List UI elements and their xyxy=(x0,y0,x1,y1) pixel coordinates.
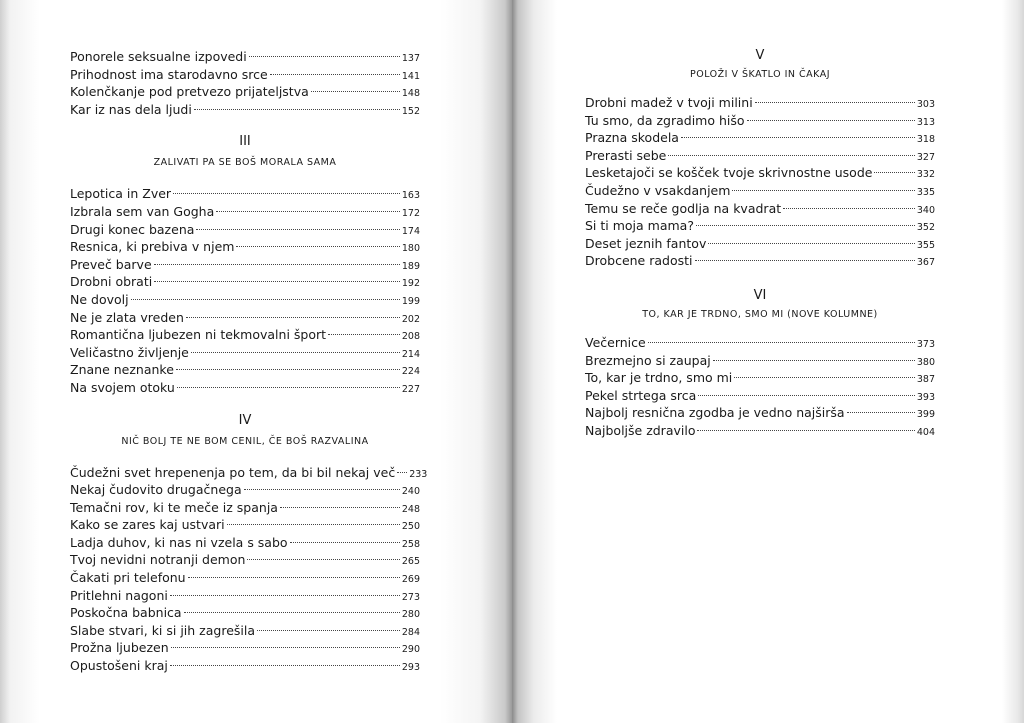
toc-entry: Tu smo, da zgradimo hišo 313 xyxy=(585,112,935,128)
toc-entry: Večernice 373 xyxy=(585,334,935,350)
toc-entry: Ne dovolj 199 xyxy=(70,291,420,307)
toc-entry: To, kar je trdno, smo mi 387 xyxy=(585,370,935,386)
intro-entries xyxy=(70,48,420,118)
toc-entry: Kolenčkanje pod pretvezo prijateljstva 148 xyxy=(70,84,420,100)
toc-entry: Nekaj čudovito drugačnega 240 xyxy=(70,482,420,498)
section-title: POLOŽI V ŠKATLO IN ČAKAJ xyxy=(689,69,831,80)
right-toc-column xyxy=(585,48,935,440)
section-entries xyxy=(585,94,935,270)
toc-entry: Izbrala sem van Gogha 172 xyxy=(70,203,420,219)
toc-entry: Drobni obrati 192 xyxy=(70,274,420,290)
section-entries xyxy=(585,334,935,440)
toc-entry: Čakati pri telefonu 269 xyxy=(70,570,420,586)
toc-entry: Prerasti sebe 327 xyxy=(585,147,935,163)
toc-entry: Drobni madež v tvoji milini 303 xyxy=(585,95,935,110)
toc-entry: Slabe stvari, ki si jih zagrešila 284 xyxy=(70,622,420,638)
toc-entry: Najbolj resnična zgodba je vedno najširša 399 xyxy=(585,405,935,421)
toc-entry: Pritlehni nagoni 273 xyxy=(70,587,420,603)
section-entries xyxy=(70,464,428,675)
toc-entry: Poskočna babnica 280 xyxy=(70,605,420,621)
toc-entry: Lesketajoči se košček tvoje skrivnostne usode 332 xyxy=(585,165,935,181)
section-numeral: IV xyxy=(238,412,252,428)
toc-entry: Temu se reče godlja na kvadrat 340 xyxy=(585,200,935,216)
toc-entry: Resnica, ki prebiva v njem 180 xyxy=(70,239,420,255)
toc-entry: Preveč barve 189 xyxy=(70,256,420,272)
toc-entry: Romantična ljubezen ni tekmovalni šport 208 xyxy=(70,327,420,343)
section-entries xyxy=(70,185,420,396)
toc-entry: Čudežni svet hrepenenja po tem, da bi bil nekaj več 233 xyxy=(70,464,428,480)
section-heading xyxy=(70,413,420,449)
toc-entry: Čudežno v vsakdanjem 335 xyxy=(585,182,935,198)
left-toc-column xyxy=(70,48,428,675)
toc-entry: Deset jeznih fantov 355 xyxy=(585,235,935,251)
toc-entry: Znane neznanke 224 xyxy=(70,362,420,378)
section-numeral: III xyxy=(239,134,251,150)
toc-entry: Ponorele seksualne izpovedi 137 xyxy=(70,49,420,64)
section-title: ZALIVATI PA SE BOŠ MORALA SAMA xyxy=(153,157,337,169)
toc-entry: Lepotica in Zver 163 xyxy=(70,186,420,202)
section-title: TO, KAR JE TRDNO, SMO MI (NOVE KOLUMNE) xyxy=(642,308,878,320)
toc-entry: Najboljše zdravilo 404 xyxy=(585,422,935,438)
section-heading xyxy=(585,288,935,322)
section-numeral: V xyxy=(755,48,765,63)
toc-entry: Temačni rov, ki te meče iz spanja 248 xyxy=(70,499,420,515)
toc-entry: Prazna skodela 318 xyxy=(585,130,935,146)
toc-entry: Drugi konec bazena 174 xyxy=(70,221,420,237)
toc-entry: Prožna ljubezen 290 xyxy=(70,640,420,656)
toc-entry: Na svojem otoku 227 xyxy=(70,379,420,395)
toc-entry: Prihodnost ima starodavno srce 141 xyxy=(70,66,420,82)
toc-entry: Si ti moja mama? 352 xyxy=(585,218,935,234)
toc-entry: Tvoj nevidni notranji demon 265 xyxy=(70,552,420,568)
toc-entry: Drobcene radosti 367 xyxy=(585,253,935,269)
section-heading xyxy=(70,134,420,170)
section-numeral: VI xyxy=(753,287,767,303)
toc-entry: Opustošeni kraj 293 xyxy=(70,658,420,674)
section-title: NIČ BOLJ TE NE BOM CENIL, ČE BOŠ RAZVALINA xyxy=(121,435,369,447)
toc-entry: Pekel strtega srca 393 xyxy=(585,387,935,403)
toc-entry: Kako se zares kaj ustvari 250 xyxy=(70,517,420,533)
toc-entry: Ladja duhov, ki nas ni vzela s sabo 258 xyxy=(70,534,420,550)
section-heading xyxy=(585,48,935,82)
toc-entry: Brezmejno si zaupaj 380 xyxy=(585,352,935,368)
toc-entry: Veličastno življenje 214 xyxy=(70,344,420,360)
toc-entry: Ne je zlata vreden 202 xyxy=(70,309,420,325)
toc-entry: Kar iz nas dela ljudi 152 xyxy=(70,101,420,117)
